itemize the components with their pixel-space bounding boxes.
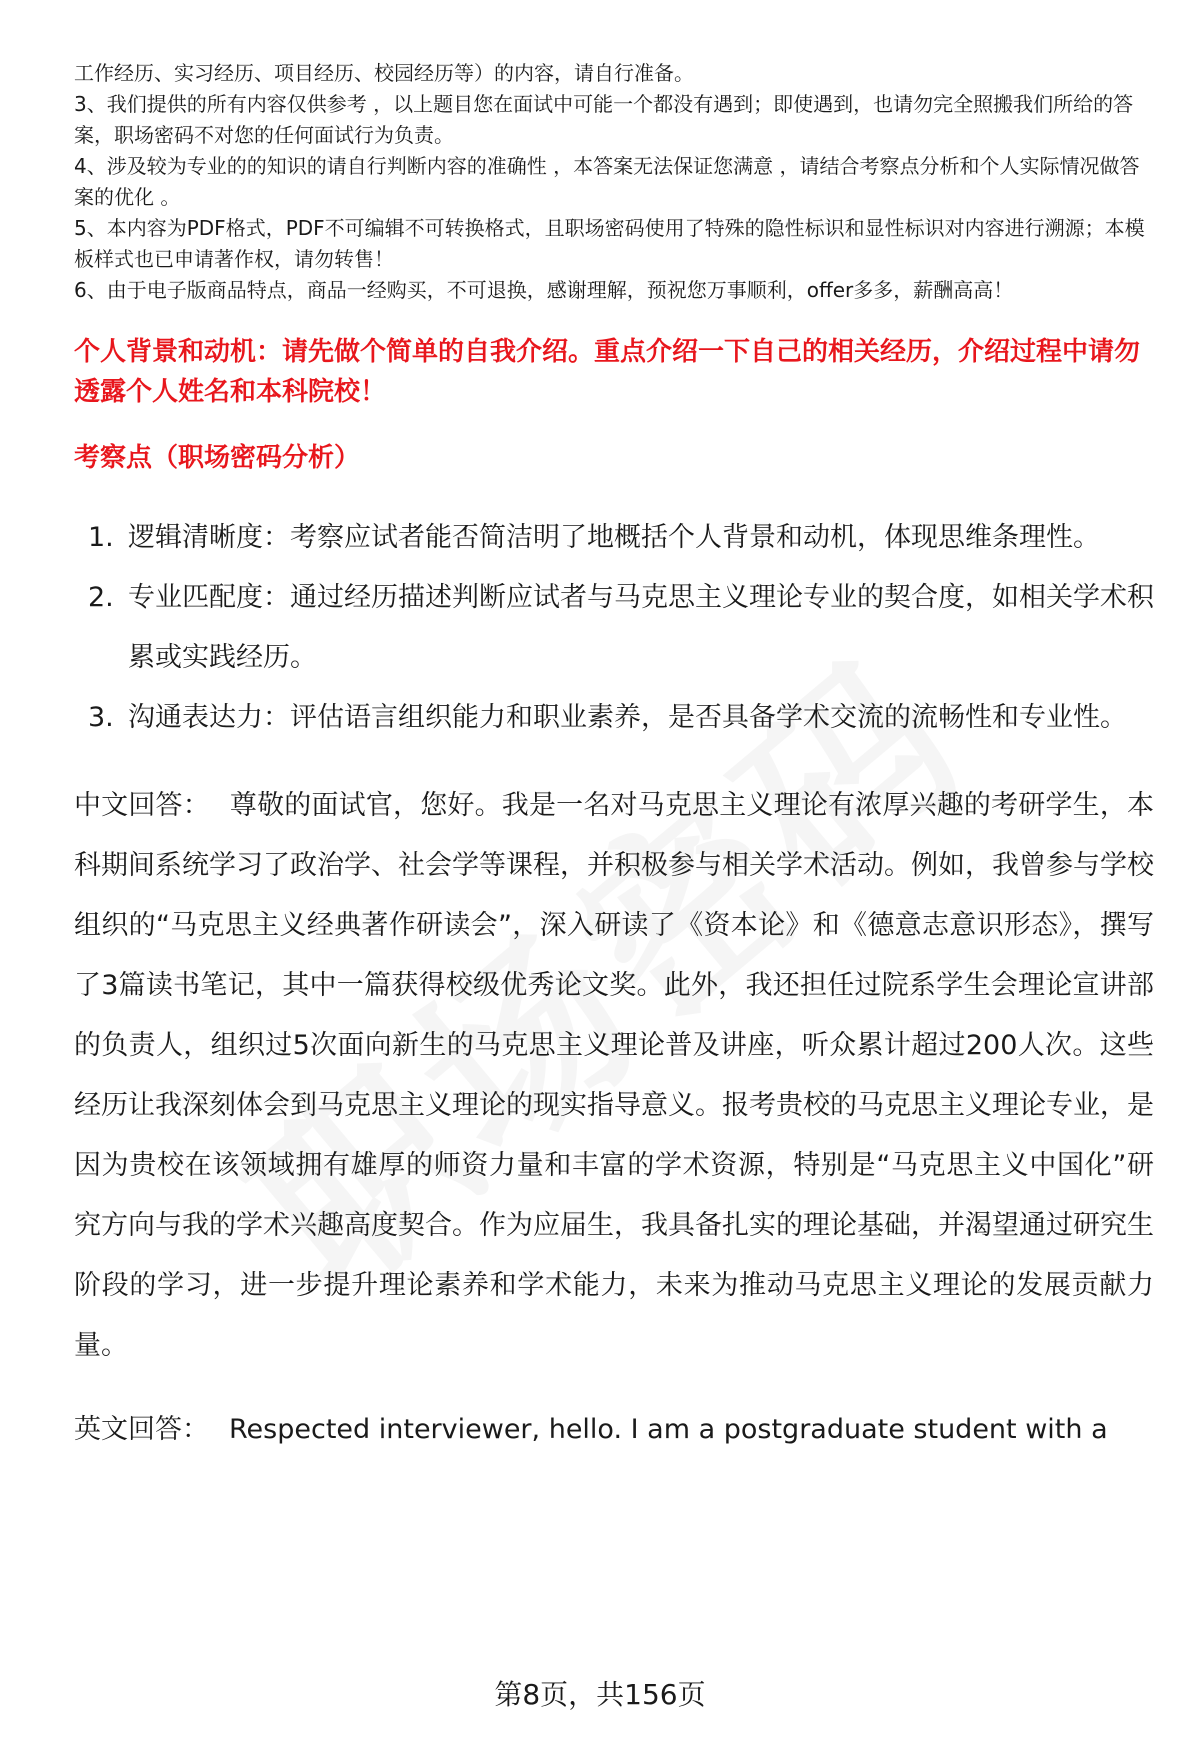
notes-section (74, 58, 1154, 306)
point-number: 1. (88, 522, 114, 553)
analysis-point (74, 688, 1154, 748)
page-content (74, 58, 1154, 1460)
question-heading: 个人背景和动机：请先做个简单的自我介绍。重点介绍一下自己的相关经历，介绍过程中请勿透露个人姓名和本科院校！ (74, 337, 1141, 407)
point-text: 专业匹配度：通过经历描述判断应试者与马克思主义理论专业的契合度，如相关学术积累或实践经历。 (128, 582, 1154, 673)
analysis-points-list (74, 508, 1154, 748)
point-text: 逻辑清晰度：考察应试者能否简洁明了地概括个人背景和动机，体现思维条理性。 (128, 522, 1100, 553)
analysis-point (74, 508, 1154, 568)
point-text: 沟通表达力：评估语言组织能力和职业素养，是否具备学术交流的流畅性和专业性。 (128, 702, 1127, 733)
analysis-section-title: 考察点（职场密码分析） (74, 443, 361, 473)
chinese-answer-text: 尊敬的面试官，您好。我是一名对马克思主义理论有浓厚兴趣的考研学生，本科期间系统学习了政治学、社会学等课程，并积极参与相关学术活动。例如，我曾参与学校组织的“马克思主义经典著作研读会”，深入研读了《资本论》和《德意志意识形态》，撰写了3篇读书笔记，其中一篇获得校级优秀论文奖。此外，我还担任过院系学生会理论宣讲部的负责人，组织过5次面向新生的马克思主义理论普及讲座，听众累计超过200人次。这些经历让我深刻体会到马克思主义理论的现实指导意义。报考贵校的马克思主义理论专业，是因为贵校在该领域拥有雄厚的师资力量和丰富的学术资源，特别是“马克思主义中国化”研究方向与我的学术兴趣高度契合。作为应届生，我具备扎实的理论基础，并渴望通过研究生阶段的学习，进一步提升理论素养和学术能力，未来为推动马克思主义理论的发展贡献力量。 (74, 790, 1154, 1361)
analysis-point (74, 568, 1154, 688)
note-line: 工作经历、实习经历、项目经历、校园经历等）的内容，请自行准备。 (74, 61, 694, 85)
point-number: 2. (88, 582, 114, 613)
note-line: 3、我们提供的所有内容仅供参考 ，以上题目您在面试中可能一个都没有遇到；即使遇到，也请勿完全照搬我们所给的答案，职场密码不对您的任何面试行为负责。 (74, 92, 1134, 147)
chinese-answer (74, 776, 1154, 1376)
page-number-footer: 第8页，共156页 (494, 1678, 706, 1711)
chinese-answer-label: 中文回答： (74, 790, 210, 821)
english-answer-text: Respected interviewer, hello. I am a postgraduate student with a (229, 1414, 1108, 1445)
point-number: 3. (88, 702, 114, 733)
note-line: 4、涉及较为专业的的知识的请自行判断内容的准确性 ，本答案无法保证您满意 ，请结合考察点分析和个人实际情况做答案的优化 。 (74, 154, 1140, 209)
english-answer-label: 英文回答： (74, 1414, 209, 1445)
english-answer (74, 1400, 1154, 1460)
note-line: 5、本内容为PDF格式，PDF不可编辑不可转换格式，且职场密码使用了特殊的隐性标识和显性标识对内容进行溯源；本模板样式也已申请著作权，请勿转售！ (74, 216, 1145, 271)
note-line: 6、由于电子版商品特点，商品一经购买，不可退换，感谢理解，预祝您万事顺利，offer多多，薪酬高高！ (74, 278, 1014, 302)
